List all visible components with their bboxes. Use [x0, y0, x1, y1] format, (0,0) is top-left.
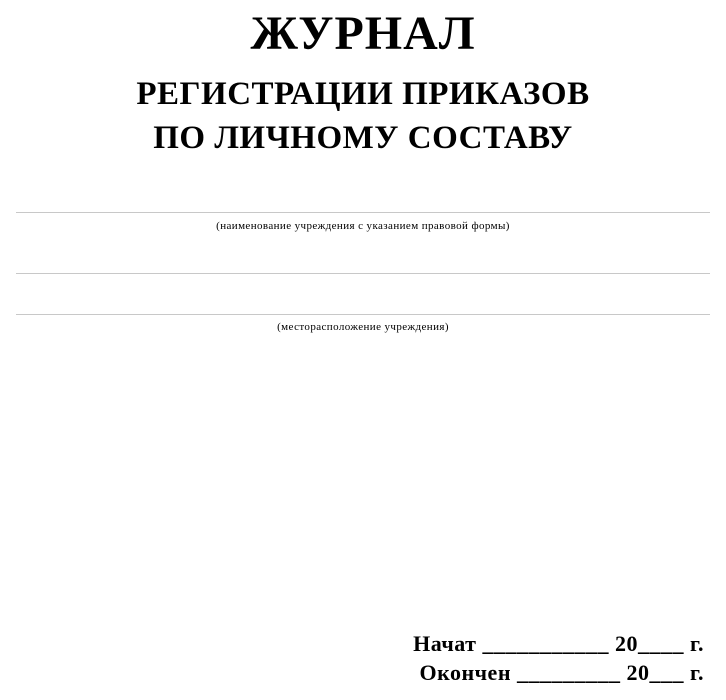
- institution-name-line: [16, 212, 710, 213]
- document-title: ЖУРНАЛ: [250, 7, 476, 60]
- end-date-line: Окончен _________ 20___ г.: [419, 660, 704, 685]
- blank-line: [16, 273, 710, 274]
- document-subtitle-line-2: ПО ЛИЧНОМУ СОСТАВУ: [153, 120, 573, 156]
- institution-location-caption: (месторасположение учреждения): [277, 321, 449, 333]
- institution-location-line: [16, 314, 710, 315]
- start-date-line: Начат ___________ 20____ г.: [413, 631, 704, 656]
- institution-name-caption: (наименование учреждения с указанием правовой формы): [216, 220, 510, 232]
- document-subtitle-line-1: РЕГИСТРАЦИИ ПРИКАЗОВ: [136, 76, 590, 112]
